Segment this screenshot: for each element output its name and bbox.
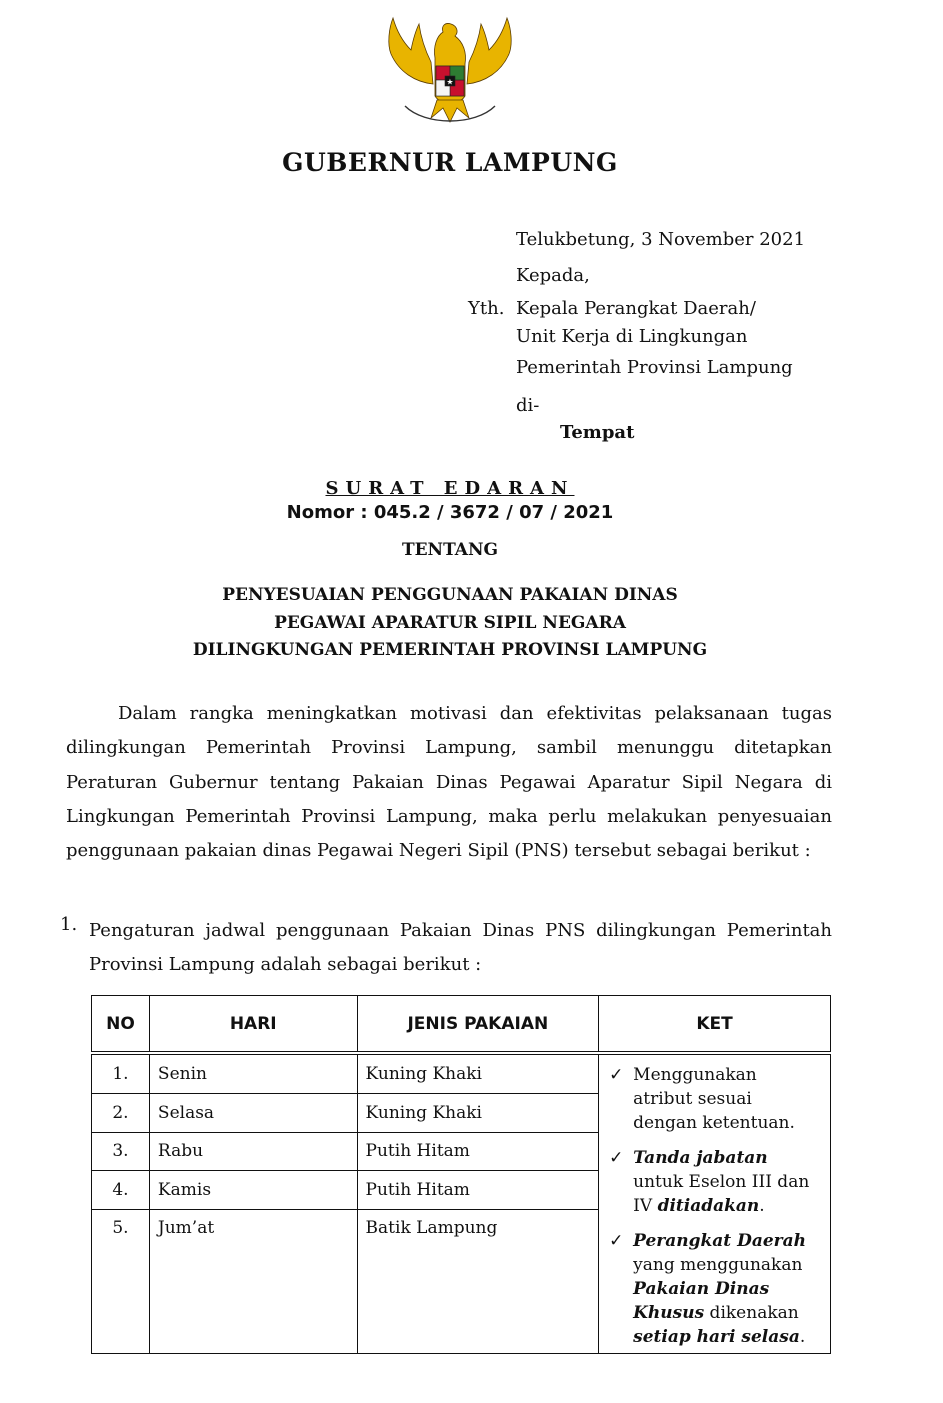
row-hari: Jum’at bbox=[149, 1210, 357, 1354]
row-no: 3. bbox=[92, 1132, 150, 1171]
check-icon: ✓ bbox=[609, 1065, 624, 1085]
intro-paragraph: Dalam rangka meningkatkan motivasi dan efektivitas pelaksanaan tugas dilingkungan Pemerintah Provinsi Lampung, sambil menunggu ditetapkan Peraturan Gubernur tentang Pakaian Dinas Pegawai Aparatur Sipil Negara di Lingkungan Pemerintah Provinsi Lampung, maka perlu melakukan penyesuaian penggunaan pakaian dinas Pegawai Negeri Sipil (PNS) tersebut sebagai berikut : bbox=[66, 703, 832, 862]
recipient-line: Kepala Perangkat Daerah/ bbox=[516, 298, 756, 319]
circular-title: SURAT EDARAN bbox=[325, 478, 575, 499]
row-no: 2. bbox=[92, 1093, 150, 1132]
row-pakaian: Putih Hitam bbox=[357, 1132, 599, 1171]
row-no: 5. bbox=[92, 1210, 150, 1354]
ket-cell bbox=[599, 1053, 831, 1354]
ket-note: ✓ Tanda jabatan untuk Eselon III dan IV ditiadakan. bbox=[609, 1148, 810, 1216]
recipient-line: Unit Kerja di Lingkungan bbox=[516, 326, 748, 347]
check-icon: ✓ bbox=[609, 1148, 624, 1168]
header-ket: KET bbox=[599, 996, 831, 1054]
tentang-heading: TENTANG bbox=[401, 540, 499, 560]
header-hari: HARI bbox=[149, 996, 357, 1054]
kepada-label: Kepada, bbox=[516, 265, 590, 286]
row-hari: Kamis bbox=[149, 1171, 357, 1210]
table-header-row bbox=[92, 996, 831, 1054]
row-no: 1. bbox=[92, 1053, 150, 1093]
tempat-label: Tempat bbox=[560, 422, 635, 443]
row-pakaian: Batik Lampung bbox=[357, 1210, 599, 1354]
garuda-emblem-icon bbox=[385, 14, 515, 132]
header-no: NO bbox=[92, 996, 150, 1054]
row-no: 4. bbox=[92, 1171, 150, 1210]
subject-line: PEGAWAI APARATUR SIPIL NEGARA bbox=[274, 612, 626, 633]
row-pakaian: Kuning Khaki bbox=[357, 1093, 599, 1132]
ket-note: ✓ Perangkat Daerah yang menggunakan Pakaian Dinas Khusus dikenakan setiap hari selasa. bbox=[609, 1231, 806, 1347]
di-label: di- bbox=[516, 395, 540, 416]
row-hari: Rabu bbox=[149, 1132, 357, 1171]
row-pakaian: Putih Hitam bbox=[357, 1171, 599, 1210]
header-jenis-pakaian: JENIS PAKAIAN bbox=[357, 996, 599, 1054]
subject-line: PENYESUAIAN PENGGUNAAN PAKAIAN DINAS bbox=[222, 585, 678, 605]
subject-line: DILINGKUNGAN PEMERINTAH PROVINSI LAMPUNG bbox=[192, 640, 708, 660]
row-hari: Selasa bbox=[149, 1093, 357, 1132]
item-number: 1. bbox=[60, 914, 78, 935]
table-row bbox=[92, 1053, 831, 1093]
row-hari: Senin bbox=[149, 1053, 357, 1093]
row-pakaian: Kuning Khaki bbox=[357, 1053, 599, 1093]
yth-label: Yth. bbox=[468, 298, 505, 319]
governor-title: GUBERNUR LAMPUNG bbox=[282, 148, 618, 177]
subject-heading bbox=[0, 582, 900, 665]
svg-text:★: ★ bbox=[446, 77, 454, 87]
recipient-line: Pemerintah Provinsi Lampung bbox=[516, 357, 793, 378]
check-icon: ✓ bbox=[609, 1231, 624, 1251]
item-text: Pengaturan jadwal penggunaan Pakaian Dinas PNS dilingkungan Pemerintah Provinsi Lampung adalah sebagai berikut : bbox=[89, 920, 832, 975]
ket-note: ✓ Menggunakan atribut sesuai dengan ketentuan. bbox=[609, 1065, 795, 1133]
circular-number: Nomor : 045.2 / 3672 / 07 / 2021 bbox=[286, 502, 614, 523]
place-date: Telukbetung, 3 November 2021 bbox=[516, 229, 806, 250]
uniform-schedule-table bbox=[91, 995, 831, 1354]
